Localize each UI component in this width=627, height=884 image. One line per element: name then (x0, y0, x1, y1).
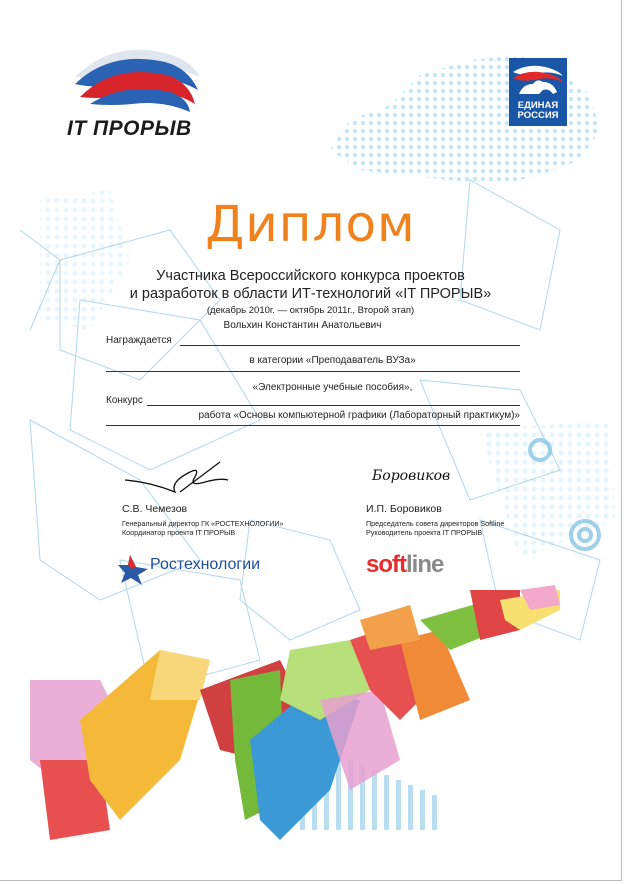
diploma-subtitle-line1: Участника Всероссийского конкурса проектов (156, 268, 465, 284)
signatory-1-role-line2: Координатор проекта IT ПРОРЫВ (122, 528, 236, 537)
contest-label: Конкурс (106, 395, 143, 406)
signatory-1-name: С.В. Чемезов (122, 503, 188, 515)
signatory-2-role-line2: Руководитель проекта IT ПРОРЫВ (366, 528, 483, 537)
party-logo-line1: ЕДИНАЯ (517, 100, 559, 111)
awarded-label: Награждается (106, 335, 172, 346)
signatory-1-role-line1: Генеральный директор ГК «РОСТЕХНОЛОГИИ» (122, 519, 284, 528)
signature-chemezov-icon (120, 452, 230, 502)
signatory-2-name: И.П. Боровиков (366, 503, 442, 515)
awarded-underline (180, 345, 520, 346)
diploma-period: (декабрь 2010г. — октябрь 2011г., Второй этап) (206, 305, 415, 316)
signature-borovikov: Боровиков (372, 468, 451, 484)
awarded-value: Вольхин Константин Анатольевич (223, 320, 382, 331)
contest-value-line2: работа «Основы компьютерной графики (Лабораторный практикум)» (198, 410, 520, 421)
category-value: в категории «Преподаватель ВУЗа» (249, 355, 416, 366)
signatory-2-role-line1: Председатель совета директоров Softline (366, 519, 505, 528)
diploma-subtitle-line2: и разработок в области ИТ-технологий «IT ПРОРЫВ» (129, 286, 492, 302)
bear-flag-icon (509, 58, 567, 96)
it-proryv-flag-icon (70, 42, 205, 122)
softline-logo (366, 551, 443, 579)
category-underline (106, 371, 520, 372)
party-logo (509, 58, 567, 126)
softline-logo-soft: soft (366, 551, 406, 578)
party-logo-line2: РОССИЯ (517, 110, 559, 121)
it-proryv-logo-text: IT ПРОРЫВ (67, 117, 192, 140)
diploma-title: Диплом (205, 195, 416, 253)
softline-logo-line: line (406, 551, 444, 578)
rostec-logo-text: Ростехнологии (150, 556, 261, 573)
contest-value-line1: «Электронные учебные пособия», (252, 382, 413, 393)
contest-underline-1 (147, 405, 520, 406)
contest-underline-2 (106, 425, 520, 426)
